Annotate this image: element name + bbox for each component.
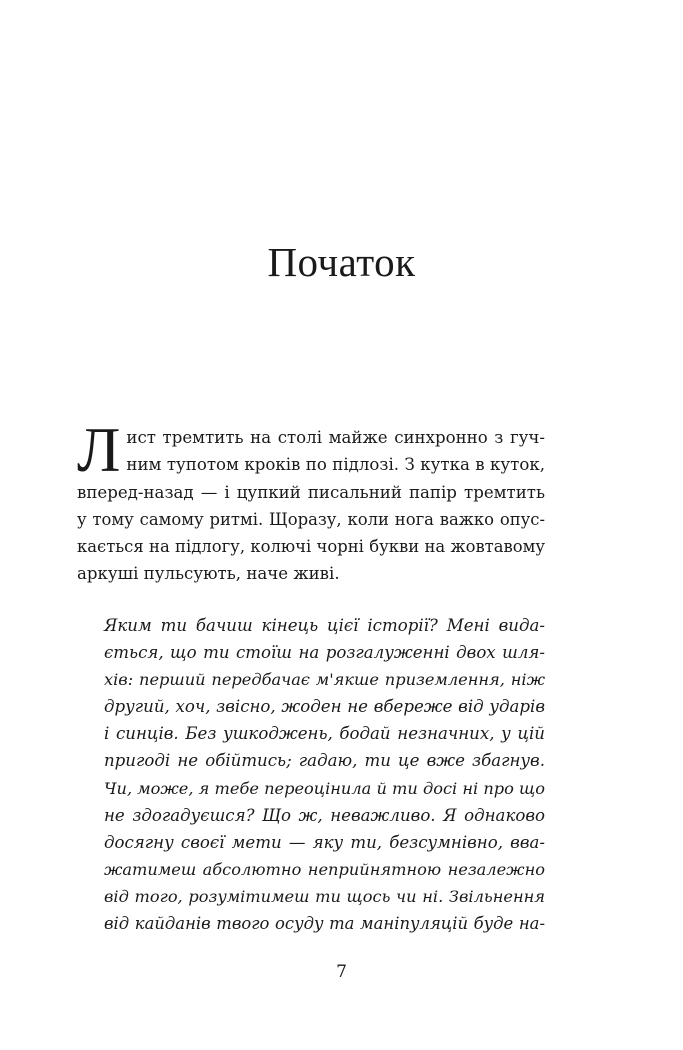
paragraph-line: кається на підлогу, колючі чорні букви на жовтавому — [77, 537, 545, 556]
quote-line: від того, розумітимеш ти щось чи ні. Звільнення — [104, 886, 545, 906]
quote-line: жатимеш абсолютно неприйнятною незалежно — [104, 859, 545, 879]
paragraph-line: вперед-назад — і цупкий писальний папір тремтить — [77, 483, 545, 502]
quote-line: Чи, може, я тебе переоцінила й ти досі ні про що — [104, 778, 545, 798]
letter-quote — [104, 612, 545, 937]
dropcap-block — [77, 414, 545, 485]
quote-line: не здогадуєшся? Що ж, неважливо. Я однаково — [104, 805, 545, 825]
paragraph-line: ним тупотом кроків по підлозі. З кутка в куток, — [126, 455, 545, 474]
quote-line: другий, хоч, звісно, жоден не вбереже від ударів — [104, 697, 545, 717]
quote-line: Яким ти бачиш кінець цієї історії? Мені вида- — [104, 616, 545, 635]
page-number: 7 — [336, 962, 347, 982]
paragraph-line: ист тремтить на столі майже синхронно з гуч- — [126, 428, 545, 447]
quote-line: і синців. Без ушкоджень, бодай незначних, у цій — [104, 724, 545, 744]
paragraph-line: у тому самому ритмі. Щоразу, коли нога важко опус- — [77, 510, 545, 529]
quote-line: хів: перший передбачає м'якше приземлення, ніж — [104, 670, 545, 690]
paragraph-line: аркуші пульсують, наче живі. — [77, 564, 340, 583]
drop-cap-letter: Л — [77, 414, 121, 485]
quote-line: досягну своєї мети — яку ти, безсумнівно, вва- — [104, 832, 545, 852]
dropcap-lines — [126, 424, 545, 478]
quote-line: ється, що ти стоїш на розгалуженні двох шля- — [104, 643, 545, 663]
quote-line: від кайданів твого осуду та маніпуляцій буде на- — [104, 914, 545, 934]
quote-line: пригоді не обійтись; гадаю, ти це вже збагнув. — [104, 751, 545, 771]
chapter-title: Початок — [267, 239, 416, 285]
opening-paragraph — [77, 414, 545, 587]
